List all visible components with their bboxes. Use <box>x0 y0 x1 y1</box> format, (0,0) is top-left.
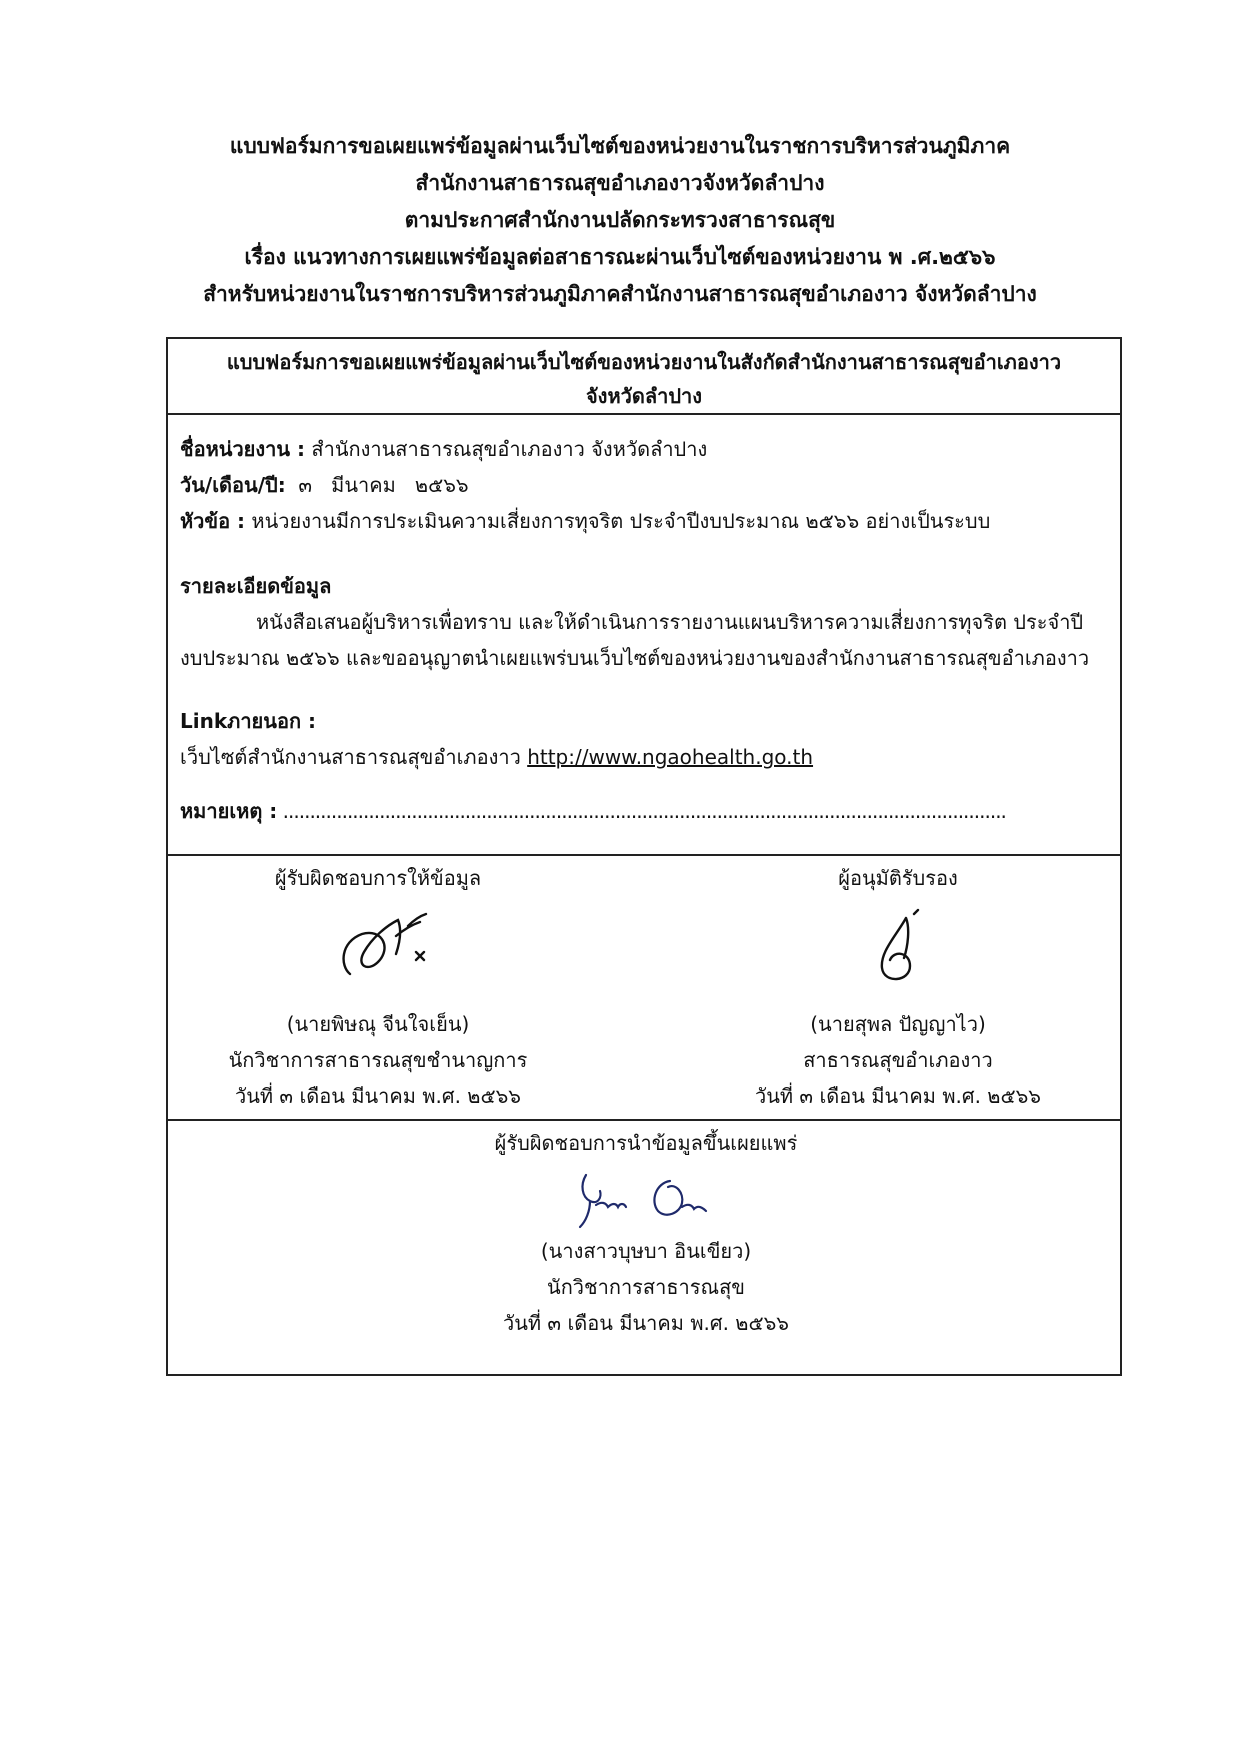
form-title-line-1: แบบฟอร์มการขอเผยแพร่ข้อมูลผ่านเว็บไซต์ของหน่วยงานในสังกัดสำนักงานสาธารณสุขอำเภองาว <box>226 350 1062 374</box>
header-line-5: สำหรับหน่วยงานในราชการบริหารส่วนภูมิภาคสำนักงานสาธารณสุขอำเภองาว จังหวัดลำปาง <box>203 282 1037 306</box>
note-dots: ....................................................................................................................................... <box>277 799 1006 823</box>
publication-form <box>166 337 1122 1376</box>
publisher-section <box>168 1121 1120 1378</box>
left-signer-position: นักวิชาการสาธารณสุขชำนาญการ <box>228 1048 528 1072</box>
note-row <box>180 795 1006 827</box>
left-signer-date: วันที่ ๓ เดือน มีนาคม พ.ศ. ๒๕๖๖ <box>234 1084 521 1108</box>
agency-value: สำนักงานสาธารณสุขอำเภองาว จังหวัดลำปาง <box>305 437 708 461</box>
publisher-block <box>396 1125 896 1341</box>
agency-row <box>180 433 707 465</box>
header-line-2: สำนักงานสาธารณสุขอำเภองาวจังหวัดลำปาง <box>415 171 825 195</box>
document-header <box>0 128 1240 313</box>
right-signature-image <box>818 896 978 992</box>
left-signer-role: ผู้รับผิดชอบการให้ข้อมูล <box>274 866 482 890</box>
details-line-1: หนังสือเสนอผู้บริหารเพื่อทราบ และให้ดำเนินการรายงานแผนบริหารความเสี่ยงการทุจริต ประจำปี <box>256 610 1084 634</box>
link-row <box>180 741 813 773</box>
left-signature-image <box>298 896 458 992</box>
form-info-section <box>168 415 1120 856</box>
website-link[interactable]: http://www.ngaohealth.go.th <box>527 745 814 769</box>
header-line-3: ตามประกาศสำนักงานปลัดกระทรวงสาธารณสุข <box>404 208 836 232</box>
subject-value: หน่วยงานมีการประเมินความเสี่ยงการทุจริต ประจำปีงบประมาณ ๒๕๖๖ อย่างเป็นระบบ <box>245 509 991 533</box>
details-label: รายละเอียดข้อมูล <box>180 574 332 598</box>
publisher-role: ผู้รับผิดชอบการนำข้อมูลขึ้นเผยแพร่ <box>494 1131 798 1155</box>
agency-label: ชื่อหน่วยงาน : <box>180 437 306 461</box>
signature-section <box>168 856 1120 1121</box>
publisher-signature-image <box>546 1161 746 1233</box>
publisher-position: นักวิชาการสาธารณสุข <box>547 1275 745 1299</box>
header-line-1: แบบฟอร์มการขอเผยแพร่ข้อมูลผ่านเว็บไซต์ของหน่วยงานในราชการบริหารส่วนภูมิภาค <box>229 134 1011 158</box>
left-signer-name: (นายพิษณุ จีนใจเย็น) <box>286 1012 470 1036</box>
subject-label: หัวข้อ : <box>180 509 246 533</box>
date-value: ๓ มีนาคม ๒๕๖๖ <box>285 473 469 497</box>
publisher-name: (นางสาวบุษบา อินเขียว) <box>540 1239 752 1263</box>
link-prefix: เว็บไซต์สำนักงานสาธารณสุขอำเภองาว <box>180 745 528 769</box>
note-label: หมายเหตุ : <box>180 799 278 823</box>
link-label: Linkภายนอก : <box>180 709 317 733</box>
right-signer-block <box>728 860 1068 1114</box>
subject-row <box>180 505 990 537</box>
right-signer-date: วันที่ ๓ เดือน มีนาคม พ.ศ. ๒๕๖๖ <box>754 1084 1041 1108</box>
right-signer-name: (นายสุพล ปัญญาไว) <box>810 1012 986 1036</box>
header-line-4: เรื่อง แนวทางการเผยแพร่ข้อมูลต่อสาธารณะผ่านเว็บไซต์ของหน่วยงาน พ .ศ.๒๕๖๖ <box>244 245 996 269</box>
left-signer-block <box>208 860 548 1114</box>
form-title <box>168 339 1120 415</box>
details-line-2: งบประมาณ ๒๕๖๖ และขออนุญาตนำเผยแพร่บนเว็บไซต์ของหน่วยงานของสำนักงานสาธารณสุขอำเภองาว <box>180 646 1090 670</box>
date-label: วัน/เดือน/ปี: <box>180 473 286 497</box>
right-signer-position: สาธารณสุขอำเภองาว <box>803 1048 993 1072</box>
form-title-line-2: จังหวัดลำปาง <box>585 384 703 408</box>
right-signer-role: ผู้อนุมัติรับรอง <box>838 866 958 890</box>
date-row <box>180 469 469 501</box>
publisher-date: วันที่ ๓ เดือน มีนาคม พ.ศ. ๒๕๖๖ <box>502 1311 789 1335</box>
